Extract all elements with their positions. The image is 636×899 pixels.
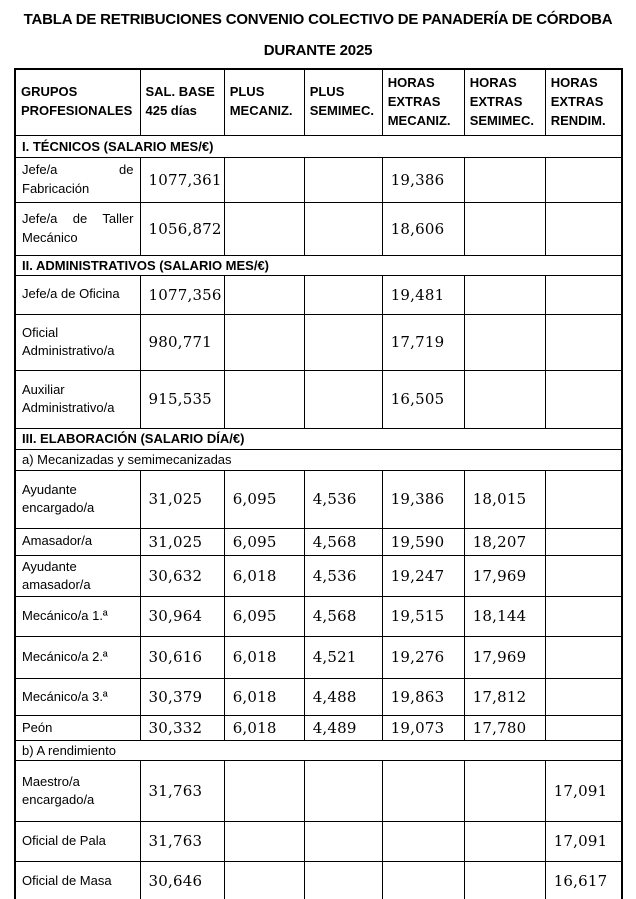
table-row: [15, 470, 622, 528]
value-cell: [304, 314, 382, 370]
section-row: [15, 428, 622, 449]
value-cell: 31,763: [140, 760, 224, 821]
value-cell: [545, 275, 622, 314]
value-cell: 31,025: [140, 470, 224, 528]
value-cell: [382, 861, 464, 899]
value-cell: [224, 821, 304, 861]
value-cell: [545, 636, 622, 678]
table-row: [15, 202, 622, 255]
value-cell: [464, 370, 545, 428]
value-cell: 915,535: [140, 370, 224, 428]
value-cell: [545, 470, 622, 528]
value-cell: 30,616: [140, 636, 224, 678]
value-cell: [545, 314, 622, 370]
row-label: Mecánico/a 1.ª: [15, 596, 140, 636]
value-cell: [464, 760, 545, 821]
value-cell: 6,095: [224, 470, 304, 528]
table-row: [15, 636, 622, 678]
row-label: Oficial de Pala: [15, 821, 140, 861]
document-subtitle: DURANTE 2025: [263, 42, 373, 59]
row-label: Maestro/a encargado/a: [15, 760, 140, 821]
column-header: HORAS EXTRAS SEMIMEC.: [464, 69, 545, 135]
value-cell: [464, 157, 545, 202]
value-cell: [545, 596, 622, 636]
section-label: I. TÉCNICOS (SALARIO MES/€): [15, 135, 622, 157]
table-row: [15, 821, 622, 861]
value-cell: [464, 202, 545, 255]
subsection-label: a) Mecanizadas y semimecanizadas: [15, 449, 622, 470]
value-cell: [464, 861, 545, 899]
value-cell: [304, 275, 382, 314]
subsection-row: [15, 740, 622, 760]
value-cell: 30,379: [140, 678, 224, 715]
table-body: [15, 135, 622, 899]
column-header: HORAS EXTRAS RENDIM.: [545, 69, 622, 135]
table-row: [15, 528, 622, 555]
row-label: Amasador/a: [15, 528, 140, 555]
value-cell: 4,568: [304, 596, 382, 636]
salary-table: [14, 68, 623, 899]
row-label: Mecánico/a 2.ª: [15, 636, 140, 678]
value-cell: [224, 202, 304, 255]
value-cell: [545, 157, 622, 202]
table-row: [15, 314, 622, 370]
value-cell: 6,018: [224, 678, 304, 715]
value-cell: 6,018: [224, 715, 304, 740]
value-cell: 31,025: [140, 528, 224, 555]
row-label: Peón: [15, 715, 140, 740]
value-cell: [545, 715, 622, 740]
section-row: [15, 135, 622, 157]
value-cell: [464, 821, 545, 861]
row-label: Oficial Administrativo/a: [15, 314, 140, 370]
table-row: [15, 596, 622, 636]
value-cell: 30,332: [140, 715, 224, 740]
value-cell: 17,812: [464, 678, 545, 715]
section-row: [15, 255, 622, 275]
row-label: Mecánico/a 3.ª: [15, 678, 140, 715]
value-cell: 18,606: [382, 202, 464, 255]
value-cell: 6,095: [224, 528, 304, 555]
value-cell: 6,018: [224, 555, 304, 596]
table-header: [15, 69, 622, 135]
column-header: PLUS SEMIMEC.: [304, 69, 382, 135]
table-row: [15, 157, 622, 202]
value-cell: 18,144: [464, 596, 545, 636]
header-row: [15, 69, 622, 135]
value-cell: 17,780: [464, 715, 545, 740]
column-header: SAL. BASE 425 días: [140, 69, 224, 135]
value-cell: [304, 760, 382, 821]
value-cell: [224, 370, 304, 428]
row-label: Jefe/a de Oficina: [15, 275, 140, 314]
subsection-row: [15, 449, 622, 470]
row-label: Ayudante encargado/a: [15, 470, 140, 528]
value-cell: 17,719: [382, 314, 464, 370]
value-cell: 4,536: [304, 470, 382, 528]
value-cell: [545, 678, 622, 715]
value-cell: 6,095: [224, 596, 304, 636]
value-cell: [382, 821, 464, 861]
value-cell: 4,488: [304, 678, 382, 715]
value-cell: 17,091: [545, 821, 622, 861]
value-cell: 19,863: [382, 678, 464, 715]
value-cell: 19,386: [382, 470, 464, 528]
value-cell: 4,568: [304, 528, 382, 555]
value-cell: [464, 314, 545, 370]
value-cell: [224, 157, 304, 202]
value-cell: [224, 760, 304, 821]
value-cell: 19,276: [382, 636, 464, 678]
value-cell: 19,247: [382, 555, 464, 596]
value-cell: 1077,361: [140, 157, 224, 202]
value-cell: 17,091: [545, 760, 622, 821]
value-cell: [304, 861, 382, 899]
row-label: Ayudante amasador/a: [15, 555, 140, 596]
value-cell: 30,632: [140, 555, 224, 596]
section-label: II. ADMINISTRATIVOS (SALARIO MES/€): [15, 255, 622, 275]
section-label: III. ELABORACIÓN (SALARIO DÍA/€): [15, 428, 622, 449]
table-row: [15, 861, 622, 899]
value-cell: 4,489: [304, 715, 382, 740]
subsection-label: b) A rendimiento: [15, 740, 622, 760]
value-cell: 4,536: [304, 555, 382, 596]
table-row: [15, 678, 622, 715]
value-cell: 30,646: [140, 861, 224, 899]
row-label: Jefe/a de Fabricación: [15, 157, 140, 202]
value-cell: [464, 275, 545, 314]
value-cell: 18,015: [464, 470, 545, 528]
table-row: [15, 715, 622, 740]
value-cell: [304, 370, 382, 428]
row-label: Oficial de Masa: [15, 861, 140, 899]
value-cell: [224, 275, 304, 314]
value-cell: 18,207: [464, 528, 545, 555]
value-cell: [224, 861, 304, 899]
column-header: HORAS EXTRAS MECANIZ.: [382, 69, 464, 135]
value-cell: 30,964: [140, 596, 224, 636]
column-header: PLUS MECANIZ.: [224, 69, 304, 135]
value-cell: [224, 314, 304, 370]
value-cell: [304, 821, 382, 861]
value-cell: [304, 157, 382, 202]
value-cell: 6,018: [224, 636, 304, 678]
value-cell: [545, 528, 622, 555]
value-cell: 4,521: [304, 636, 382, 678]
value-cell: [545, 202, 622, 255]
value-cell: [545, 555, 622, 596]
value-cell: 19,481: [382, 275, 464, 314]
value-cell: 1077,356: [140, 275, 224, 314]
value-cell: [545, 370, 622, 428]
column-header: GRUPOS PROFESIONALES: [15, 69, 140, 135]
document-title: TABLA DE RETRIBUCIONES CONVENIO COLECTIVO DE PANADERÍA DE CÓRDOBA: [23, 11, 613, 28]
value-cell: [382, 760, 464, 821]
value-cell: 16,617: [545, 861, 622, 899]
value-cell: 17,969: [464, 636, 545, 678]
value-cell: 19,386: [382, 157, 464, 202]
row-label: Auxiliar Administrativo/a: [15, 370, 140, 428]
value-cell: [304, 202, 382, 255]
value-cell: 19,073: [382, 715, 464, 740]
value-cell: 980,771: [140, 314, 224, 370]
value-cell: 19,590: [382, 528, 464, 555]
value-cell: 19,515: [382, 596, 464, 636]
row-label: Jefe/a de Taller Mecánico: [15, 202, 140, 255]
value-cell: 17,969: [464, 555, 545, 596]
table-row: [15, 370, 622, 428]
table-row: [15, 760, 622, 821]
value-cell: 16,505: [382, 370, 464, 428]
table-row: [15, 275, 622, 314]
value-cell: 31,763: [140, 821, 224, 861]
table-row: [15, 555, 622, 596]
value-cell: 1056,872: [140, 202, 224, 255]
